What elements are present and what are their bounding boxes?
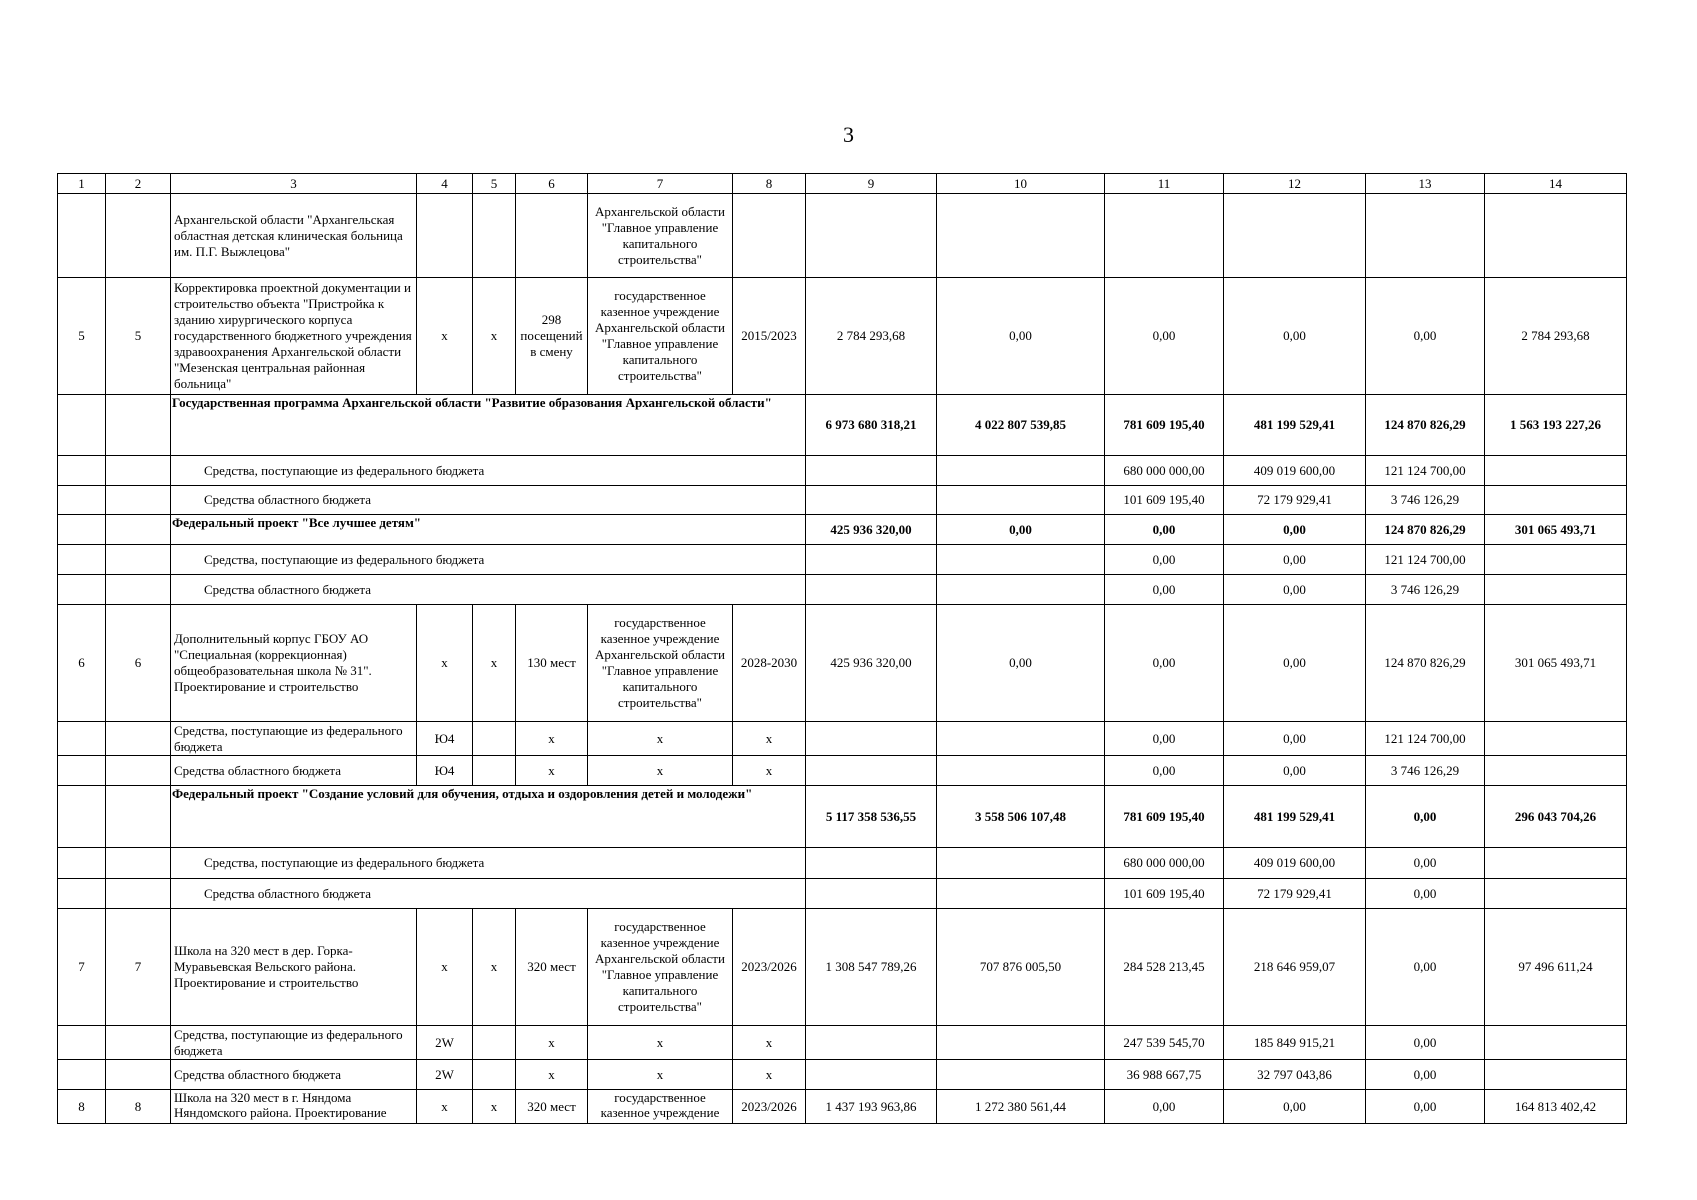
table-body	[58, 174, 1627, 1124]
table-cell	[58, 1060, 106, 1090]
table-cell	[106, 1060, 171, 1090]
table-row	[58, 1026, 1627, 1060]
empty-cell	[106, 395, 171, 456]
table-cell: 0,00	[1366, 1090, 1485, 1124]
amount-cell	[937, 575, 1105, 605]
amount-cell	[1485, 545, 1627, 575]
amount-cell: 121 124 700,00	[1366, 456, 1485, 486]
program-total-row	[58, 786, 1627, 848]
amount-cell: 101 609 195,40	[1105, 486, 1224, 515]
table-cell: 1 308 547 789,26	[806, 909, 937, 1026]
program-total-row	[58, 515, 1627, 545]
table-cell: 1 437 193 963,86	[806, 1090, 937, 1124]
amount-cell	[806, 879, 937, 909]
table-cell: 0,00	[1366, 909, 1485, 1026]
amount-cell: 0,00	[1366, 786, 1485, 848]
table-cell	[937, 1060, 1105, 1090]
table-cell: 130 мест	[516, 605, 588, 722]
table-cell: 301 065 493,71	[1485, 605, 1627, 722]
table-cell: х	[516, 722, 588, 756]
table-row	[58, 909, 1627, 1026]
empty-cell	[106, 575, 171, 605]
table-cell: Ю4	[417, 756, 473, 786]
amount-cell: 6 973 680 318,21	[806, 395, 937, 456]
table-cell: х	[516, 1026, 588, 1060]
table-cell: х	[417, 605, 473, 722]
amount-cell: 72 179 929,41	[1224, 879, 1366, 909]
table-cell: 218 646 959,07	[1224, 909, 1366, 1026]
amount-cell	[1485, 456, 1627, 486]
table-cell: Школа на 320 мест в г. Няндома Няндомского района. Проектирование	[171, 1090, 417, 1124]
table-cell: х	[588, 756, 733, 786]
table-cell: 7	[106, 909, 171, 1026]
table-cell: 2023/2026	[733, 1090, 806, 1124]
table-row	[58, 278, 1627, 395]
empty-cell	[58, 545, 106, 575]
table-cell: х	[473, 278, 516, 395]
amount-cell	[806, 486, 937, 515]
table-cell: х	[473, 909, 516, 1026]
table-cell: 0,00	[1105, 756, 1224, 786]
table-cell	[1485, 1060, 1627, 1090]
table-cell	[1105, 194, 1224, 278]
empty-cell	[58, 486, 106, 515]
amount-cell: 0,00	[937, 515, 1105, 545]
table-cell	[106, 722, 171, 756]
table-cell	[806, 756, 937, 786]
amount-cell	[937, 879, 1105, 909]
amount-cell	[1485, 879, 1627, 909]
amount-cell: 3 746 126,29	[1366, 486, 1485, 515]
empty-cell	[58, 515, 106, 545]
amount-cell	[937, 545, 1105, 575]
table-cell	[937, 722, 1105, 756]
table-cell: 2W	[417, 1060, 473, 1090]
column-number: 6	[516, 174, 588, 194]
table-cell: Средства областного бюджета	[171, 1060, 417, 1090]
table-cell	[1485, 194, 1627, 278]
table-cell: Средства, поступающие из федерального бюджета	[171, 1026, 417, 1060]
column-number: 2	[106, 174, 171, 194]
amount-cell: 781 609 195,40	[1105, 786, 1224, 848]
amount-cell: 0,00	[1105, 545, 1224, 575]
table-cell	[58, 194, 106, 278]
table-cell: 7	[58, 909, 106, 1026]
amount-cell	[1485, 575, 1627, 605]
table-cell: х	[417, 909, 473, 1026]
amount-cell: 0,00	[1224, 545, 1366, 575]
table-cell: 8	[58, 1090, 106, 1124]
table-cell: х	[588, 722, 733, 756]
empty-cell	[58, 395, 106, 456]
empty-cell	[58, 786, 106, 848]
table-cell	[937, 756, 1105, 786]
table-cell: 8	[106, 1090, 171, 1124]
budget-table	[57, 173, 1627, 1124]
column-number: 5	[473, 174, 516, 194]
table-cell	[473, 1060, 516, 1090]
table-cell: 32 797 043,86	[1224, 1060, 1366, 1090]
column-number: 7	[588, 174, 733, 194]
table-cell	[806, 194, 937, 278]
column-number: 12	[1224, 174, 1366, 194]
table-cell: х	[733, 1026, 806, 1060]
table-cell	[516, 194, 588, 278]
empty-cell	[106, 486, 171, 515]
table-cell: 320 мест	[516, 909, 588, 1026]
amount-cell	[937, 848, 1105, 879]
amount-cell: 124 870 826,29	[1366, 395, 1485, 456]
table-cell: 2023/2026	[733, 909, 806, 1026]
column-number: 1	[58, 174, 106, 194]
table-cell: 0,00	[1366, 1026, 1485, 1060]
column-number: 4	[417, 174, 473, 194]
table-cell: 3 746 126,29	[1366, 756, 1485, 786]
amount-cell: 0,00	[1224, 575, 1366, 605]
table-cell: х	[516, 1060, 588, 1090]
table-cell: 0,00	[1366, 278, 1485, 395]
empty-cell	[106, 879, 171, 909]
table-cell: государственное казенное учреждение Архангельской области "Главное управление капитального строительства"	[588, 909, 733, 1026]
table-cell: 5	[106, 278, 171, 395]
table-cell: Школа на 320 мест в дер. Горка-Муравьевская Вельского района. Проектирование и строительство	[171, 909, 417, 1026]
table-row	[58, 1060, 1627, 1090]
table-cell: 164 813 402,42	[1485, 1090, 1627, 1124]
amount-cell: 481 199 529,41	[1224, 395, 1366, 456]
table-cell: 0,00	[1224, 756, 1366, 786]
amount-cell: 101 609 195,40	[1105, 879, 1224, 909]
table-cell	[937, 194, 1105, 278]
table-cell: 0,00	[1366, 1060, 1485, 1090]
empty-cell	[106, 456, 171, 486]
table-cell	[806, 722, 937, 756]
amount-cell: 0,00	[1105, 515, 1224, 545]
funding-source-row	[58, 545, 1627, 575]
table-cell: 2015/2023	[733, 278, 806, 395]
table-cell: 0,00	[1224, 722, 1366, 756]
table-cell	[58, 1026, 106, 1060]
table-cell	[806, 1026, 937, 1060]
table-cell: 2028-2030	[733, 605, 806, 722]
program-title: Федеральный проект "Все лучшее детям"	[171, 515, 806, 545]
amount-cell: 0,00	[1105, 575, 1224, 605]
empty-cell	[58, 848, 106, 879]
table-cell: 5	[58, 278, 106, 395]
table-cell	[106, 194, 171, 278]
table-cell: Дополнительный корпус ГБОУ АО "Специальная (коррекционная) общеобразовательная школа № 31". Проектирование и строительство	[171, 605, 417, 722]
table-cell: 2 784 293,68	[1485, 278, 1627, 395]
table-cell	[58, 722, 106, 756]
table-cell: 284 528 213,45	[1105, 909, 1224, 1026]
table-cell: Ю4	[417, 722, 473, 756]
amount-cell: 680 000 000,00	[1105, 848, 1224, 879]
amount-cell: 3 558 506 107,48	[937, 786, 1105, 848]
table-cell: 0,00	[937, 278, 1105, 395]
amount-cell	[806, 575, 937, 605]
table-cell	[937, 1026, 1105, 1060]
table-cell: х	[733, 1060, 806, 1090]
table-cell	[1485, 722, 1627, 756]
amount-cell: 409 019 600,00	[1224, 456, 1366, 486]
amount-cell	[1485, 848, 1627, 879]
column-number: 9	[806, 174, 937, 194]
amount-cell: 124 870 826,29	[1366, 515, 1485, 545]
funding-source-label: Средства, поступающие из федерального бюджета	[171, 848, 806, 879]
table-cell: 1 272 380 561,44	[937, 1090, 1105, 1124]
funding-source-row	[58, 486, 1627, 515]
table-cell	[106, 1026, 171, 1060]
funding-source-label: Средства областного бюджета	[171, 879, 806, 909]
amount-cell	[1485, 486, 1627, 515]
funding-source-row	[58, 848, 1627, 879]
amount-cell: 481 199 529,41	[1224, 786, 1366, 848]
amount-cell	[806, 848, 937, 879]
table-cell: 0,00	[1224, 278, 1366, 395]
table-cell: 0,00	[1224, 1090, 1366, 1124]
table-cell: х	[733, 722, 806, 756]
table-cell: 6	[106, 605, 171, 722]
amount-cell: 0,00	[1366, 879, 1485, 909]
program-total-row	[58, 395, 1627, 456]
amount-cell	[937, 486, 1105, 515]
amount-cell: 3 746 126,29	[1366, 575, 1485, 605]
table-row	[58, 605, 1627, 722]
table-cell	[417, 194, 473, 278]
table-cell: 6	[58, 605, 106, 722]
table-cell: 0,00	[1105, 1090, 1224, 1124]
funding-source-label: Средства областного бюджета	[171, 486, 806, 515]
page-number: 3	[843, 122, 854, 147]
amount-cell: 296 043 704,26	[1485, 786, 1627, 848]
table-cell	[58, 756, 106, 786]
funding-source-label: Средства областного бюджета	[171, 575, 806, 605]
column-number: 10	[937, 174, 1105, 194]
table-cell	[1485, 756, 1627, 786]
table-cell: 425 936 320,00	[806, 605, 937, 722]
table-cell: 0,00	[1224, 605, 1366, 722]
table-cell	[473, 722, 516, 756]
amount-cell: 301 065 493,71	[1485, 515, 1627, 545]
table-cell: 0,00	[1105, 278, 1224, 395]
table-cell: х	[588, 1026, 733, 1060]
amount-cell	[806, 545, 937, 575]
amount-cell: 680 000 000,00	[1105, 456, 1224, 486]
empty-cell	[106, 515, 171, 545]
funding-source-row	[58, 456, 1627, 486]
funding-source-row	[58, 879, 1627, 909]
empty-cell	[106, 786, 171, 848]
table-cell	[473, 756, 516, 786]
table-cell: государственное казенное учреждение	[588, 1090, 733, 1124]
table-cell: 2 784 293,68	[806, 278, 937, 395]
table-cell: 124 870 826,29	[1366, 605, 1485, 722]
table-cell: Архангельской области "Главное управление капитального строительства"	[588, 194, 733, 278]
table-cell	[1366, 194, 1485, 278]
funding-source-label: Средства, поступающие из федерального бюджета	[171, 545, 806, 575]
column-number: 8	[733, 174, 806, 194]
table-cell: х	[417, 278, 473, 395]
empty-cell	[58, 575, 106, 605]
table-cell: х	[733, 756, 806, 786]
column-number-row	[58, 174, 1627, 194]
table-cell: 320 мест	[516, 1090, 588, 1124]
table-cell: 0,00	[1105, 722, 1224, 756]
amount-cell: 72 179 929,41	[1224, 486, 1366, 515]
table-cell	[106, 756, 171, 786]
table-cell: 2W	[417, 1026, 473, 1060]
table-cell: Средства областного бюджета	[171, 756, 417, 786]
table-cell: государственное казенное учреждение Архангельской области "Главное управление капитального строительства"	[588, 605, 733, 722]
table-cell: 185 849 915,21	[1224, 1026, 1366, 1060]
table-cell: государственное казенное учреждение Архангельской области "Главное управление капитального строительства"	[588, 278, 733, 395]
table-row	[58, 194, 1627, 278]
amount-cell	[806, 456, 937, 486]
table-row	[58, 1090, 1627, 1124]
table-row	[58, 722, 1627, 756]
table-cell: Средства, поступающие из федерального бюджета	[171, 722, 417, 756]
table-cell: х	[473, 605, 516, 722]
table-cell: 36 988 667,75	[1105, 1060, 1224, 1090]
table-cell: 707 876 005,50	[937, 909, 1105, 1026]
table-row	[58, 756, 1627, 786]
table-cell: 97 496 611,24	[1485, 909, 1627, 1026]
empty-cell	[106, 848, 171, 879]
table-cell: 0,00	[937, 605, 1105, 722]
column-number: 3	[171, 174, 417, 194]
funding-source-label: Средства, поступающие из федерального бюджета	[171, 456, 806, 486]
table-cell	[1224, 194, 1366, 278]
table-cell	[806, 1060, 937, 1090]
table-cell: 0,00	[1105, 605, 1224, 722]
column-number: 13	[1366, 174, 1485, 194]
amount-cell: 1 563 193 227,26	[1485, 395, 1627, 456]
table-cell: х	[473, 1090, 516, 1124]
program-title: Федеральный проект "Создание условий для обучения, отдыха и оздоровления детей и молодежи"	[171, 786, 806, 848]
amount-cell: 781 609 195,40	[1105, 395, 1224, 456]
amount-cell: 4 022 807 539,85	[937, 395, 1105, 456]
amount-cell: 0,00	[1224, 515, 1366, 545]
empty-cell	[58, 879, 106, 909]
table-cell: Архангельской области "Архангельская областная детская клиническая больница им. П.Г. Выжлецова"	[171, 194, 417, 278]
amount-cell: 0,00	[1366, 848, 1485, 879]
table-cell: х	[516, 756, 588, 786]
table-cell	[473, 194, 516, 278]
empty-cell	[58, 456, 106, 486]
amount-cell: 425 936 320,00	[806, 515, 937, 545]
table-cell	[1485, 1026, 1627, 1060]
amount-cell: 5 117 358 536,55	[806, 786, 937, 848]
funding-source-row	[58, 575, 1627, 605]
table-cell: 298 посещений в смену	[516, 278, 588, 395]
table-cell	[733, 194, 806, 278]
amount-cell: 409 019 600,00	[1224, 848, 1366, 879]
program-title: Государственная программа Архангельской области "Развитие образования Архангельской области"	[171, 395, 806, 456]
empty-cell	[106, 545, 171, 575]
table-cell: х	[588, 1060, 733, 1090]
amount-cell: 121 124 700,00	[1366, 545, 1485, 575]
table-cell: х	[417, 1090, 473, 1124]
table-cell	[473, 1026, 516, 1060]
column-number: 11	[1105, 174, 1224, 194]
table-cell: 247 539 545,70	[1105, 1026, 1224, 1060]
column-number: 14	[1485, 174, 1627, 194]
amount-cell	[937, 456, 1105, 486]
table-cell: Корректировка проектной документации и строительство объекта "Пристройка к зданию хирургического корпуса государственного бюджетного учреждения здравоохранения Архангельской области "Мезенская центральная районная больница"	[171, 278, 417, 395]
table-cell: 121 124 700,00	[1366, 722, 1485, 756]
